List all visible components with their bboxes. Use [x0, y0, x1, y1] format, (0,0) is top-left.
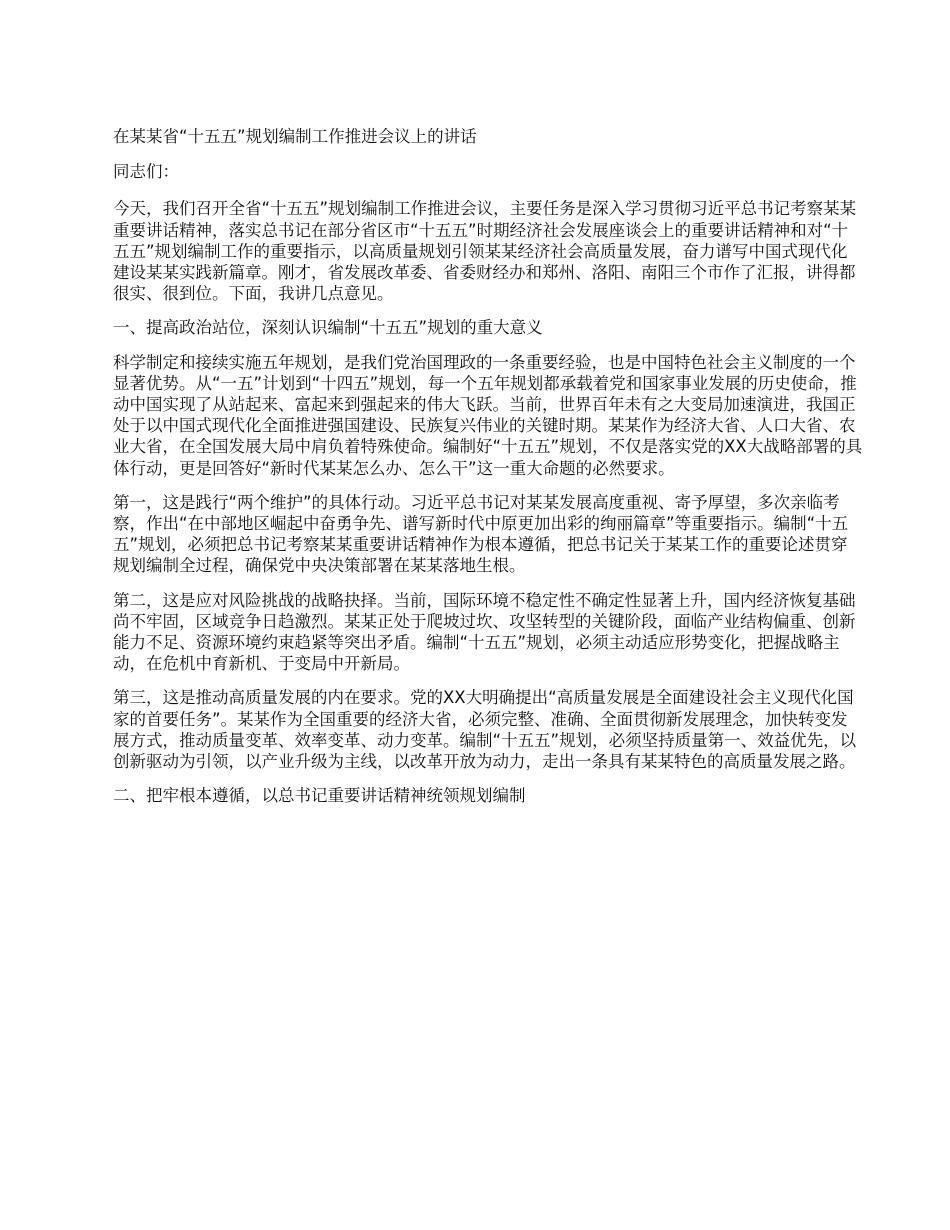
section-heading-1: 一、提高政治站位，深刻认识编制“十五五”规划的重大意义	[113, 318, 543, 338]
paragraph-point-first: 第一，这是践行“两个维护”的具体行动。习近平总书记对某某发展高度重视、寄予厚望，多次亲临考察，作出“在中部地区崛起中奋勇争先、谱写新时代中原更加出彩的绚丽篇章”等重要指示。编制“十五五”规划，必须把总书记考察某某重要讲话精神作为根本遵循，把总书记关于某某工作的重要论述贯穿规划编制全过程，确保党中央决策部署在某某落地生根。	[113, 492, 849, 576]
paragraph-significance: 科学制定和接续实施五年规划，是我们党治国理政的一条重要经验，也是中国特色社会主义制度的一个显著优势。从“一五”计划到“十四五”规划，每一个五年规划都承载着党和国家事业发展的历史使命，推动中国实现了从站起来、富起来到强起来的伟大飞跃。当前，世界百年未有之大变局加速演进，我国正处于以中国式现代化全面推进强国建设、民族复兴伟业的关键时期。某某作为经济大省、人口大省、农业大省，在全国发展大局中肩负着特殊使命。编制好“十五五”规划，不仅是落实党的XX大战略部署的具体行动，更是回答好“新时代某某怎么办、怎么干”这一重大命题的必然要求。	[113, 352, 863, 478]
document-title: 在某某省“十五五”规划编制工作推进会议上的讲话	[113, 127, 477, 146]
section-heading-2: 二、把牢根本遵循，以总书记重要讲话精神统领规划编制	[113, 786, 526, 806]
paragraph-opening: 今天，我们召开全省“十五五”规划编制工作推进会议，主要任务是深入学习贯彻习近平总书记考察某某重要讲话精神，落实总书记在部分省区市“十五五”时期经济社会发展座谈会上的重要讲话精神和对“十五五”规划编制工作的重要指示，以高质量规划引领某某经济社会高质量发展，奋力谱写中国式现代化建设某某实践新篇章。刚才，省发展改革委、省委财经办和郑州、洛阳、南阳三个市作了汇报，讲得都很实、很到位。下面，我讲几点意见。	[113, 199, 857, 304]
paragraph-point-second: 第二，这是应对风险挑战的战略抉择。当前，国际环境不稳定性不确定性显著上升，国内经济恢复基础尚不牢固，区域竞争日趋激烈。某某正处于爬坡过坎、攻坚转型的关键阶段，面临产业结构偏重、创新能力不足、资源环境约束趋紧等突出矛盾。编制“十五五”规划，必须主动适应形势变化，把握战略主动，在危机中育新机、于变局中开新局。	[113, 590, 856, 674]
paragraph-point-third: 第三，这是推动高质量发展的内在要求。党的XX大明确提出“高质量发展是全面建设社会主义现代化国家的首要任务”。某某作为全国重要的经济大省，必须完整、准确、全面贯彻新发展理念，加快转变发展方式，推动质量变革、效率变革、动力变革。编制“十五五”规划，必须坚持质量第一、效益优先，以创新驱动为引领，以产业升级为主线，以改革开放为动力，走出一条具有某某特色的高质量发展之路。	[113, 688, 857, 772]
document-page	[113, 126, 863, 819]
salutation: 同志们：	[113, 162, 179, 182]
